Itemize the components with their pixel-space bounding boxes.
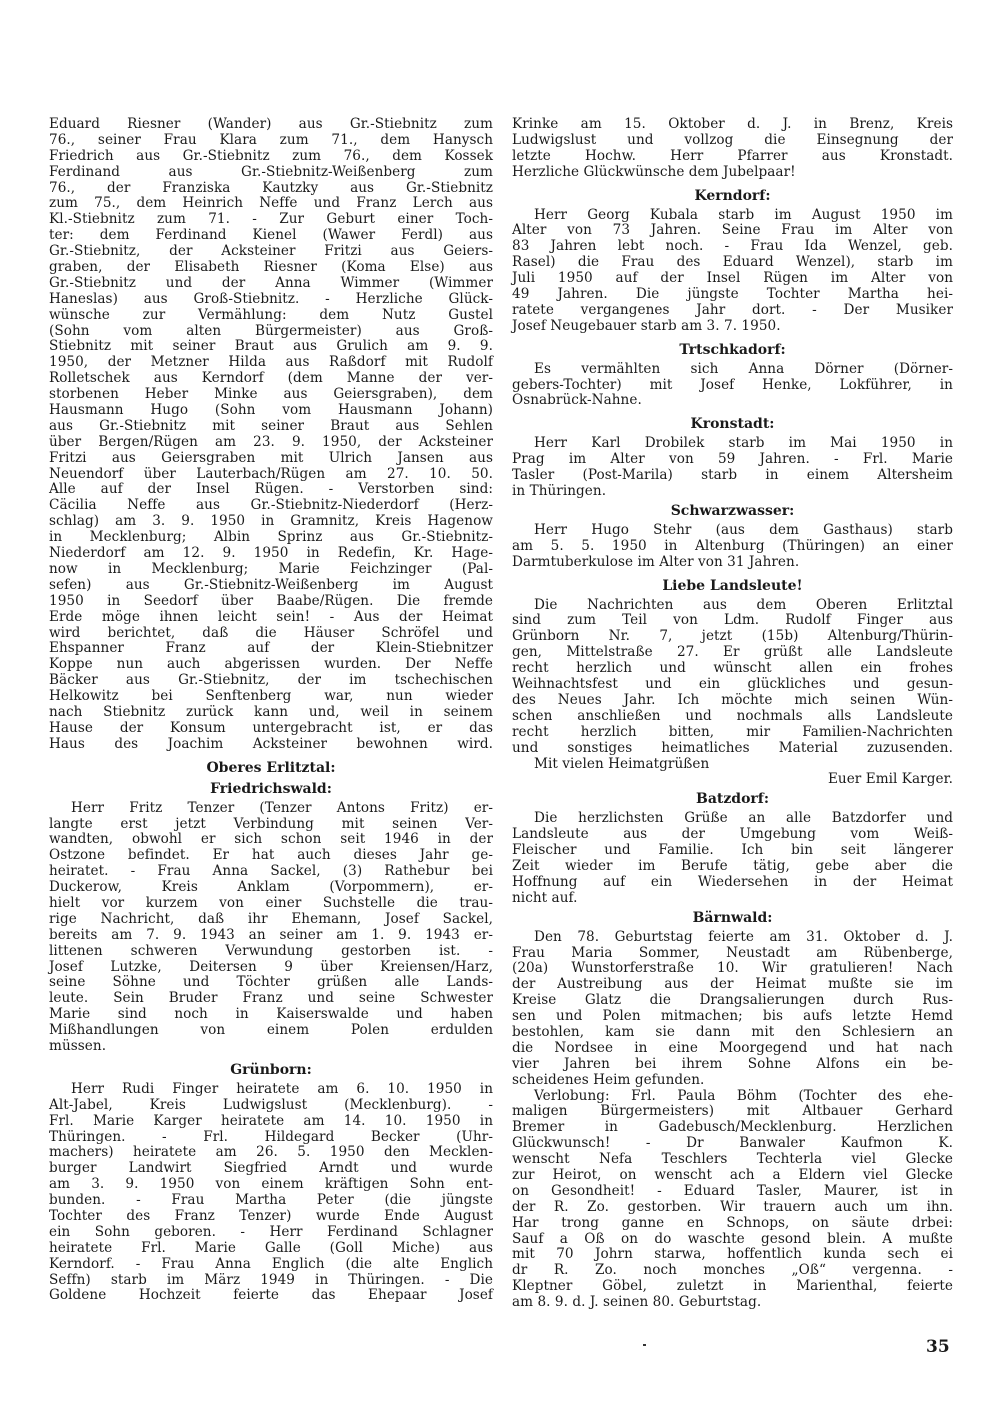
text-line: Ludwigslust und vollzog die Einsegnung der [512,131,953,148]
text-line: Sauf a Oß on do waschte gesond blein. A mußte [512,1230,953,1247]
section-heading: Bärnwald: [692,909,773,926]
signature-line: Euer Emil Karger. [827,771,953,788]
text-line: schlag) am 3. 9. 1950 in Gramnitz, Kreis Hagenow [49,513,493,530]
text-line: Krinke am 15. Oktober d. J. in Brenz, Kreis [512,116,953,132]
text-line: wenscht Nefa Teschlers Techterla viel Glecke [512,1151,953,1168]
section-heading: Liebe Landsleute! [662,577,803,594]
text-line: aus Gr.-Stiebnitz mit seiner Braut aus Sehlen [49,417,493,434]
text-line: bereits am 7. 9. 1943 an seiner am 1. 9. 1943 er- [49,926,493,943]
text-line: maligen Bürgermeisters) mit Altbauer Gerhard [512,1103,953,1120]
text-line: Josef Lutzke, Deitersen 9 über Kreiensen/Harz, [49,958,493,975]
text-line: Alter von 73 Jahren. Seine Frau im Alter von [512,222,953,239]
text-line: Goldene Hochzeit feierte das Ehepaar Josef [49,1287,493,1304]
text-line: rige Nachricht, daß ihr Ehemann, Josef Sackel, [49,910,493,927]
text-line: seine Söhne und Töchter grüßen alle Lands- [49,974,493,991]
text-line: Kreise Glatz die Drangsalierungen durch Rus- [512,992,953,1009]
text-line: der R. Zo. gestorben. Wir trauern auch um ihn. [512,1198,953,1215]
text-line: Tasler (Post-Marila) starb in einem Altersheim [512,467,953,484]
text-line: Fritzi aus Geiersgraben mit Ulrich Jansen aus [49,449,493,466]
text-line: müssen. [49,1037,107,1054]
text-line: in Thüringen. [512,483,607,500]
text-line: am 5. 5. 1950 in Altenburg (Thüringen) an einer [512,537,953,554]
text-line: Hausmann Hugo (Sohn vom Hausmann Johann) [49,402,493,419]
text-line: 76., seiner Frau Klara zum 71., dem Hanysch [49,131,493,148]
text-line: Thüringen. - Frl. Hildegard Becker (Uhr- [49,1128,493,1145]
text-line: Darmtuberkulose im Alter von 31 Jahren. [512,553,800,570]
print-speck [643,1344,646,1346]
text-line: bunden. - Frau Martha Peter (die jüngste [49,1192,493,1209]
paragraph [512,117,953,181]
section-heading: Kerndorf: [694,187,771,204]
text-line: Kleptner Göbel, zuletzt in Marienthal, feierte [512,1278,953,1295]
text-line: schen anschließen und nochmals alls Landsleute [512,707,953,724]
paragraph [512,523,953,571]
paragraph [512,436,953,500]
text-line: Frau Maria Sommer, Neustadt am Rübenberge, [512,944,953,961]
text-line: 49 Jahren. Die jüngste Tochter Martha hei- [512,286,953,303]
text-line: 76., der Franziska Kautzky aus Gr.-Stiebnitz [49,179,493,196]
text-line: Niederdorf am 12. 9. 1950 in Redefin, Kr. Hage- [49,545,493,562]
text-line: Alle auf der Insel Rügen. - Verstorben sind: [49,481,493,498]
section-heading: Batzdorf: [695,791,769,808]
text-line: machers) heiratete am 26. 5. 1950 den Mecklen- [49,1144,493,1161]
text-line: Josef Neugebauer starb am 3. 7. 1950. [512,317,781,334]
paragraph [512,598,953,757]
text-line: ter: dem Ferdinand Kienel (Wawer Ferdl) aus [49,227,493,244]
paragraph [512,757,953,773]
text-line: heiratet. - Frau Anna Sackel, (3) Rathebur bei [49,863,493,880]
text-line: Landsleute aus der Umgebung vom Weiß- [512,826,953,843]
text-line: Eduard Riesner (Wander) aus Gr.-Stiebnitz zum [49,116,493,132]
text-line: littenen schweren Verwundung gestorben ist. - [49,942,493,959]
text-line: Gr.-Stiebnitz und der Anna Wimmer (Wimmer [49,274,493,291]
paragraph [49,801,493,1055]
text-line: langte erst jetzt Verbindung mit seinen Ver- [49,815,493,832]
text-line: on Gesondheit! - Eduard Tasler, Maurer, ist in [512,1182,953,1199]
text-line: (20a) Wunstorferstraße 10. Wir gratulieren! Nach [512,960,953,977]
text-line: Herr Karl Drobilek starb im Mai 1950 in [534,435,953,452]
text-line: Herzliche Glückwünsche dem Jubelpaar! [512,163,796,180]
text-line: Herr Rudi Finger heiratete am 6. 10. 1950 in [71,1080,493,1097]
text-line: Es vermählten sich Anna Dörner (Dörner- [534,360,953,377]
text-line: Den 78. Geburtstag feierte am 31. Oktober d. J. [534,928,953,945]
text-line: Mißhandlungen von einem Polen erdulden [49,1022,493,1039]
text-line: Helkowitz bei Senftenberg war, nun wieder [49,688,493,705]
text-line: Herr Georg Kubala starb im August 1950 im [534,206,953,223]
paragraph [512,811,953,906]
paragraph [49,117,493,753]
text-line: scheidenes Heim gefunden. [512,1071,705,1088]
section-heading: Kronstadt: [690,416,775,433]
text-line: Seffn) starb im März 1949 in Thüringen. - Die [49,1271,493,1288]
text-line: Haus des Joachim Acksteiner bewohnen wird. [49,735,493,752]
text-line: graben, der Elisabeth Riesner (Koma Else) aus [49,259,493,276]
text-line: ein Sohn geboren. - Herr Ferdinand Schlagner [49,1223,493,1240]
text-line: am 8. 9. d. J. seinen 80. Geburtstag. [512,1294,762,1311]
text-line: Fleischer und Familie. Ich bin seit längerer [512,842,953,859]
text-line: Osnabrück-Nahne. [512,392,642,409]
text-line: Juli 1950 auf der Insel Rügen im Alter von [512,270,953,287]
text-line: und sonstiges heimatliches Material zuzusenden. [512,739,953,756]
text-line: des Neues Jahr. Ich möchte mich seinen Wün- [512,691,953,708]
text-line: Kerndorf. - Frau Anna Englich (die alte Englich [49,1255,493,1272]
left-column [49,117,493,1304]
paragraph [512,208,953,335]
text-line: ratete vergangenes Jahr dort. - Der Musiker [512,301,953,318]
text-line: bestohlen, kam sie dann mit den Schlesiern an [512,1023,953,1040]
text-line: sen und Polen mitmachen; bis aufs letzte Hemd [512,1008,953,1025]
text-line: Rolletschek aus Kerndorf (dem Manne der ver- [49,370,493,387]
paragraph [512,930,953,1089]
text-line: gen, Mittelstraße 27. Er grüßt alle Landsleute [512,644,953,661]
page-number: 35 [926,1337,950,1357]
text-line: Ehspanner Franz auf der Klein-Stiebnitzer [49,640,493,657]
text-line: dr R. Zo. noch monches „Oß“ vergenna. - [512,1262,953,1279]
text-line: mit 70 Johrn starwa, hoffentlich kunda sech ei [512,1246,953,1263]
section-heading: Grünborn: [230,1061,312,1078]
text-line: Hoffnung auf ein Wiedersehen in der Heimat [512,873,953,890]
text-line: Ostzone befindet. Er hat auch dieses Jahr ge- [49,847,493,864]
text-line: Haneslas) aus Groß-Stiebnitz. - Herzliche Glück- [49,290,493,307]
paragraph [512,1089,953,1311]
right-column [512,117,953,1311]
text-line: now in Mecklenburg; Marie Feichzinger (Pal- [49,560,493,577]
text-line: Cäcilia Neffe aus Gr.-Stiebnitz-Niederdorf (Herz- [49,497,493,514]
text-line: Ferdinand aus Gr.-Stiebnitz-Weißenberg zum [49,163,493,180]
text-line: Koppe nun auch abgerissen wurden. Der Neffe [49,656,493,673]
section-heading: Friedrichswald: [210,780,332,797]
text-line: Bäcker aus Gr.-Stiebnitz, der im tschechischen [49,672,493,689]
text-line: Kl.-Stiebnitz zum 71. - Zur Geburt einer Toch- [49,211,493,228]
text-line: wandten, obwohl er sich schon seit 1946 in der [49,831,493,848]
text-line: Tochter des Franz Tenzer) wurde Ende August [49,1208,493,1224]
text-line: wird berichtet, daß die Häuser Schröfel und [49,624,493,641]
text-line: über Bergen/Rügen am 23. 9. 1950, der Acksteiner [49,433,493,450]
text-line: gebers-Tochter) mit Josef Henke, Lokführer, in [512,376,953,393]
text-line: (Sohn vom alten Bürgermeister) aus Groß- [49,322,493,339]
text-line: heiratete Frl. Marie Galle (Goll Miche) aus [49,1239,493,1256]
text-line: Neuendorf über Lauterbach/Rügen am 27. 10. 50. [49,465,493,482]
text-line: Herr Fritz Tenzer (Tenzer Antons Fritz) er- [71,799,493,816]
text-line: in Mecklenburg; Albin Sprinz aus Gr.-Stiebnitz- [49,529,493,546]
text-line: vier Jahren bei ihrem Sohne Alfons ein be- [512,1055,953,1072]
text-line: letzte Hochw. Herr Pfarrer aus Kronstadt. [512,147,953,164]
text-line: 1950, der Metzner Hilda aus Raßdorf mit Rudolf [49,354,493,371]
text-line: Verlobung: Frl. Paula Böhm (Tochter des ehe- [534,1087,953,1104]
text-line: Prag im Alter von 59 Jahren. - Frl. Marie [512,451,953,468]
text-line: Rasel) die Frau des Eduard Wenzel), starb im [512,254,953,271]
text-line: Stiebnitz mit seiner Braut aus Grulich am 9. 9. [49,338,493,355]
text-line: recht herzlich bitten, mir Familien-Nachrichten [512,723,953,740]
text-line: die Nordsee in eine Moorgegend und hat nach [512,1039,953,1056]
text-line: Erde möge ihnen leicht sein! - Aus der Heimat [49,608,493,625]
text-line: hielt vor kurzem von einer Suchstelle die trau- [49,894,493,911]
text-line: Glückwunsch! - Dr Banwaler Kaufmon K. [512,1135,953,1152]
paragraph [49,1082,493,1304]
text-line: Friedrich aus Gr.-Stiebnitz zum 76., dem Kossek [49,147,493,164]
text-line: zur Heirot, on wenscht ach a Eldern viel Glecke [512,1166,953,1183]
text-line: Herr Hugo Stehr (aus dem Gasthaus) starb [534,521,953,538]
text-line: am 3. 9. 1950 von einem kräftigen Sohn ent- [49,1176,493,1193]
text-line: Har trong ganne en Schnops, on säute drbei: [512,1214,953,1231]
text-line: 83 Jahren lebt noch. - Frau Ida Wenzel, geb. [512,238,953,255]
text-line: nicht auf. [512,889,578,906]
text-line: Weihnachtsfest und ein glückliches und gesun- [512,676,953,693]
section-heading: Trtschkadorf: [679,341,786,358]
text-line: Mit vielen Heimatgrüßen [534,755,710,772]
text-line: Die herzlichsten Grüße an alle Batzdorfer und [534,810,953,827]
text-line: recht herzlich und wünscht allen ein frohes [512,660,953,677]
text-line: burger Landwirt Siegfried Arndt und wurde [49,1160,493,1177]
text-line: leute. Sein Bruder Franz und seine Schwester [49,990,493,1007]
section-heading: Oberes Erlitztal: [206,759,336,776]
text-line: 1950 in Seedorf über Baabe/Rügen. Die fremde [49,592,493,609]
text-line: der Austreibung aus der Heimat mußte sie im [512,976,953,993]
text-line: storbenen Heber Minke aus Geiersgraben), dem [49,386,493,403]
text-line: Bremer in Gadebusch/Mecklenburg. Herzlichen [512,1119,953,1136]
text-line: Gr.-Stiebnitz, der Acksteiner Fritzi aus Geiers- [49,243,493,260]
paragraph [512,362,953,410]
text-line: Zeit wieder im Berufe tätig, gebe aber die [512,857,953,874]
text-line: Duckerow, Kreis Anklam (Vorpommern), er- [49,879,493,896]
section-heading: Schwarzwasser: [670,502,795,519]
text-line: sind zum Teil von Ldm. Rudolf Finger aus [512,612,953,629]
text-line: zum 75., dem Heinrich Neffe und Franz Lerch aus [49,195,493,212]
text-line: Hause der Konsum untergebracht ist, er das [49,719,493,736]
text-line: Marie sind noch in Kaiserswalde und haben [49,1006,493,1023]
text-line: Frl. Marie Karger heiratete am 14. 10. 1950 in [49,1112,493,1129]
text-line: Grünborn Nr. 7, jetzt (15b) Altenburg/Thürin- [512,628,953,645]
text-line: wünsche zur Vermählung: dem Nutz Gustel [49,306,493,323]
text-line: sefen) aus Gr.-Stiebnitz-Weißenberg im August [49,576,493,593]
text-line: nach Stiebnitz zurück kann und, weil in seinem [49,703,493,720]
text-line: Alt-Jabel, Kreis Ludwigslust (Mecklenburg). - [49,1096,493,1113]
text-line: Die Nachrichten aus dem Oberen Erlitztal [534,596,953,613]
